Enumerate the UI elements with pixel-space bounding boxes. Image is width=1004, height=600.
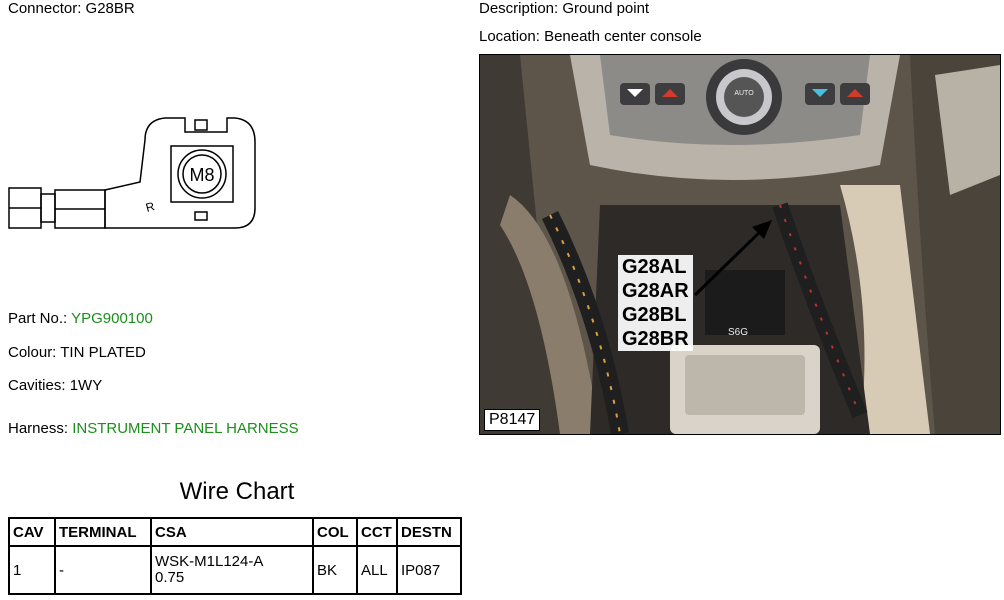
location-photo [479, 54, 1001, 435]
connector-value: G28BR [85, 0, 135, 17]
callout-g28al: G28AL [618, 255, 693, 279]
header-col: COL [313, 518, 357, 546]
wire-chart-table [8, 517, 462, 595]
cell-col: BK [313, 546, 357, 594]
connector-diagram [5, 110, 260, 240]
table-row [9, 546, 461, 594]
wire-chart-title: Wire Chart [179, 478, 295, 505]
svg-text:AUTO: AUTO [734, 90, 754, 97]
svg-text:S6G: S6G [728, 327, 749, 338]
part-number-line: Part No.: YPG900100 [8, 310, 153, 327]
photo-illustration [480, 55, 1000, 434]
description-value: Ground point [562, 0, 650, 17]
callout-g28br: G28BR [618, 327, 693, 351]
location-value: Beneath center console [544, 28, 702, 45]
cavities-value: 1WY [69, 377, 103, 394]
header-cav: CAV [9, 518, 55, 546]
callout-g28ar: G28AR [618, 279, 693, 303]
header-cct: CCT [357, 518, 397, 546]
table-header-row [9, 518, 461, 546]
harness-line: Harness: INSTRUMENT PANEL HARNESS [8, 420, 299, 437]
cell-cav: 1 [9, 546, 55, 594]
description-line: Description: Ground point [479, 0, 650, 17]
part-number-link[interactable]: YPG900100 [71, 310, 153, 327]
stud-label: M8 [189, 165, 215, 185]
cell-cct: ALL [357, 546, 397, 594]
colour-value: TIN PLATED [60, 344, 146, 361]
callout-g28bl: G28BL [618, 303, 693, 327]
colour-line: Colour: TIN PLATED [8, 344, 146, 361]
photo-id-label: P8147 [484, 409, 540, 431]
header-terminal: TERMINAL [55, 518, 151, 546]
header-destn: DESTN [397, 518, 461, 546]
harness-link[interactable]: INSTRUMENT PANEL HARNESS [72, 420, 299, 437]
side-label: R [144, 199, 157, 215]
csa-line1: WSK-M1L124-A [155, 553, 264, 570]
cell-destn: IP087 [397, 546, 461, 594]
connector-title: Connector: G28BR [8, 0, 135, 17]
connector-callout-list [618, 255, 693, 351]
location-line: Location: Beneath center console [479, 28, 702, 45]
cell-csa [151, 546, 313, 594]
cavities-line: Cavities: 1WY [8, 377, 103, 394]
csa-line2: 0.75 [155, 569, 185, 586]
header-csa: CSA [151, 518, 313, 546]
cell-terminal: - [55, 546, 151, 594]
